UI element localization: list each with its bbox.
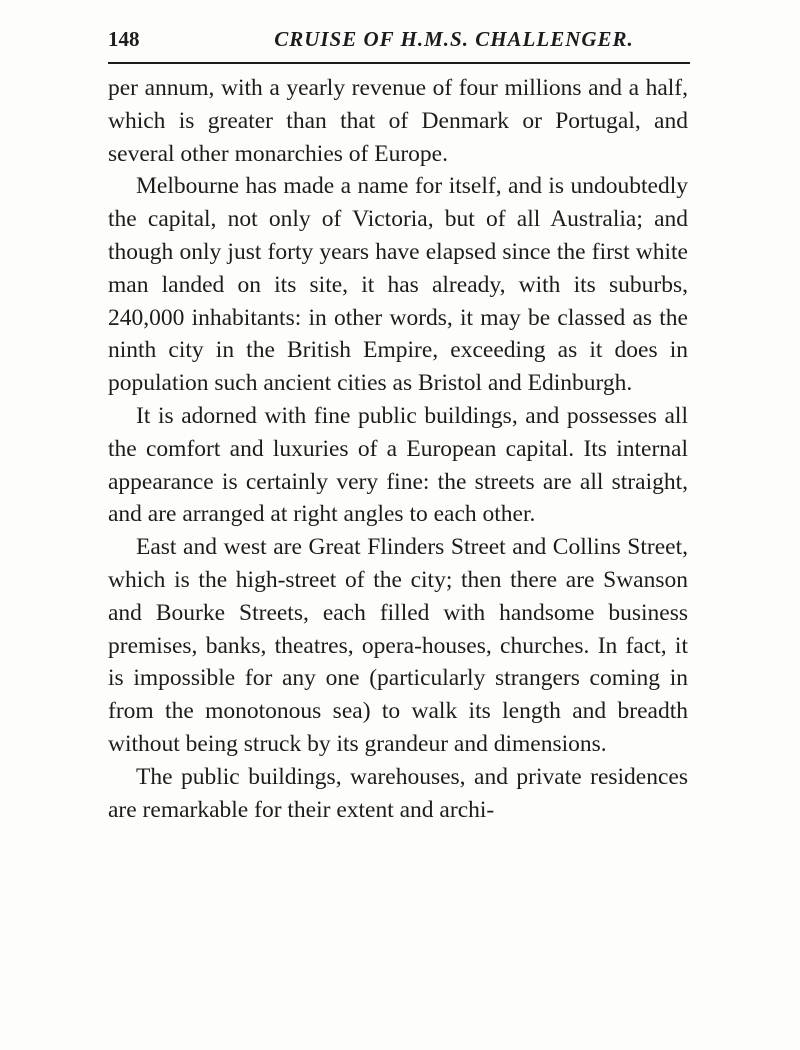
paragraph-streets: East and west are Great Flinders Street and Collins Street, which is the high-street of the city; then there are Swanson and Bourke Streets, each filled with handsome business premises, banks, theatres, opera-houses, churches. In fact, it is impossible for any one (particularly strangers coming in from the monotonous sea) to walk its length and breadth without being struck by its grandeur and dimensions. [108,534,688,757]
paragraph-residences: The public buildings, warehouses, and private residences are remarkable for their extent and archi- [108,763,688,823]
header-rule [108,62,690,64]
paragraph-public-buildings: It is adorned with fine public buildings, and possesses all the comfort and luxuries of a European capital. Its internal appearance is certainly very fine: the streets are all straight, and are arranged at right angles to each other. [108,402,688,528]
running-title: CRUISE OF H.M.S. CHALLENGER. [274,27,634,51]
body-text [108,72,688,826]
running-head [108,24,690,54]
paragraph-melbourne: Melbourne has made a name for itself, and is undoubtedly the capital, not only of Victoria, but of all Australia; and though only just forty years have elapsed since the first white man landed on its site, it has already, with its suburbs, 240,000 inhabitants: in other words, it may be classed as the ninth city in the British Empire, exceeding as it does in population such ancient cities as Bristol and Edinburgh. [108,173,688,397]
page-number: 148 [108,27,140,51]
paragraph-continued: per annum, with a yearly revenue of four millions and a half, which is greater than that of Denmark or Portugal, and several other monarchies of Europe. [108,75,688,167]
